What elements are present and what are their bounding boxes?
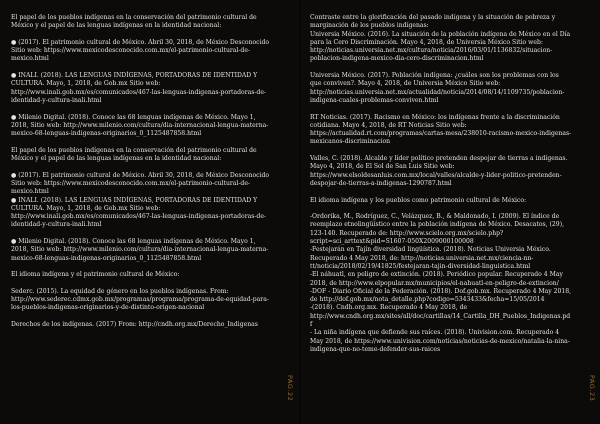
page-number: PAG.23: [588, 374, 596, 402]
left-paragraph: El papel de los pueblos indígenas en la conservación del patrimonio cultural de México y el papel de las lenguas indígenas en la identidad nacional:: [11, 146, 257, 163]
left-paragraph: ● INALI. (2018). LAS LENGUAS INDÍGENAS, PORTADORAS DE IDENTIDAD Y CULTURA. Mayo, 1, 2018, de Gob.mx Sitio web: http://www.inali.gob.mx/es/comunicados/467-las-lenguas-indigenas-portadoras-de-identidad-y-cultura-inali.html: [11, 196, 266, 229]
left-paragraph: Sederc. (2015). La equidad de género en los pueblos indígenas. From: http://www.sederec.cdmx.gob.mx/programas/programa/programa-de-equidad-para-los-pueblos-indigenas-originarios-y-de-distinto-origen-nacional: [11, 287, 269, 312]
left-paragraph: ● Milenio Digital. (2018). Conoce las 68 lenguas indígenas de México. Mayo 1, 2018, Sitio web: http://www.milenio.com/cultura/dia-internacional-lengua-materna-mexico-68-lenguas-indigenas-originarios_0_1125487858.html: [11, 113, 269, 138]
left-paragraph: ● (2017). El patrimonio cultural de México. Abril 30, 2018, de México Desconocido Sitio web: https://www.mexicodesconocido.com.mx/el-patrimonio-cultural-de-mexico.html: [11, 38, 270, 63]
left-paragraph: ● Milenio Digital. (2018). Conoce las 68 lenguas indígenas de México. Mayo 1, 2018, Sitio web: http://www.milenio.com/cultura/dia-internacional-lengua-materna-mexico-68-lenguas-indigenas-originarios_0_1125487858.html: [11, 238, 269, 262]
right-paragraph: El idioma indígena y los pueblos como patrimonio cultural de México:: [310, 196, 527, 204]
left-paragraph: El idioma indígena y el patrimonio cultural de México:: [11, 271, 180, 279]
left-paragraph: ● (2017). El patrimonio cultural de México. Abril 30, 2018, de México Desconocido Sitio web: https://www.mexicodesconocido.com.mx/el-patrimonio-cultural-de-mexico.html: [11, 171, 270, 196]
page-number: PAG.22: [286, 374, 294, 402]
left-page-text: [11, 14, 273, 338]
left-paragraph: ● INALI. (2018). LAS LENGUAS INDÍGENAS, PORTADORAS DE IDENTIDAD Y CULTURA. Mayo, 1, 2018, de Gob.mx Sitio web: http://www.inali.gob.mx/es/comunicados/467-las-lenguas-indigenas-portadoras-de-identidad-y-cultura-inali.html: [11, 72, 266, 104]
left-paragraph: El papel de los pueblos indígenas en la conservación del patrimonio cultural de México y el papel de las lenguas indígenas en la identidad nacional:: [11, 14, 257, 30]
right-paragraph: Valles, C. (2018). Alcalde y líder político pretenden despojar de tierras a indígenas. Mayo 4, 2018, de El Sol de San Luis Sitio web: https://www.elsoldesanluis.com.mx/local/valles/alcalde-y-lider-politico-pretenden-despojar-de-tierras-a-indigenas-1290787.html: [310, 155, 568, 187]
right-paragraph: -Ordorika, M., Rodríguez, C., Velázquez, B., & Maldonado, I. (2009). El índice de reemplazo etnolingüístico entre la población indígena de México. Desacatos, (29), 123-140. Recuperado de: http://www.scielo.org.mx/scielo.php?script=sci_arttext&pid=S1607-050X2009000100008 -Festejarán en Tajín diversidad lingüística. (2018). Noticias Universia México. Recuperado 4 May 2018, de: http://noticias.universia.net.mx/ciencia-nn-tt/noticia/2018/02/19/41825/festejaran-tajin-diversidad-linguistica.html -El náhuatl, en peligro de extinción. (2018). Periódico popular. Recuperado 4 May 2018, de http://www.elpopular.mx/municipios/el-nahuatl-en-peligro-de-extincion/ -DOF - Diario Oficial de la Federación. (2018). Dof.gob.mx. Recuperado 4 May 2018, de http://dof.gob.mx/nota_detalle.php?codigo=5343433&fecha=15/05/2014 -(2018). Cndh.org.mx. Recuperado 4 May 2018, de http://www.cndh.org.mx/sites/all/doc/cartillas/14_Cartilla_DH_Pueblos_Indigenas.pdf - La niña indígena que defiende sus raíces. (2018). Univision.com. Recuperado 4 May 2018, de https://www.univision.com/noticias/noticias-de-mexico/natalia-la-nina-indigena-que-no-teme-defender-sus-raices: [310, 213, 572, 353]
left-paragraph: Derechos de los indígenas. (2017) From: http://cndh.org.mx/Derecho_Indigenas: [11, 320, 258, 328]
right-paragraph: Contraste entre la glorificación del pasado indígena y la situación de pobreza y marginación de los pueblos indígenas: Universia México. (2016). La situación de la población indígena de México en el Día para la Cero Discriminación. Mayo 4, 2018, de Universia México Sitio web: http://noticias.universia.net.mx/cultura/noticia/2016/03/01/1136832/situacion-poblacion-indigena-mexico-dia-cero-discriminacion.html: [310, 14, 571, 63]
right-paragraph: Universia México. (2017). Población indígena: ¿cuáles son los problemas con los que conviven?. Mayo 4, 2018, de Universia México Sitio web: http://noticias.universia.net.mx/actualidad/noticia/2014/08/14/1109735/poblacion-indigena-cuales-problemas-conviven.html: [310, 72, 565, 104]
right-page: [300, 0, 600, 424]
right-page-text: [310, 14, 572, 362]
right-paragraph: RT Noticias. (2017). Racismo en México: los indígenas frente a la discriminación cotidiana. Mayo 4, 2018, de RT Noticias Sitio web: https://actualidad.rt.com/programas/cartas-mesa/238010-racismo-mexico-indigenas-mexicanos-discriminacion: [310, 113, 572, 146]
